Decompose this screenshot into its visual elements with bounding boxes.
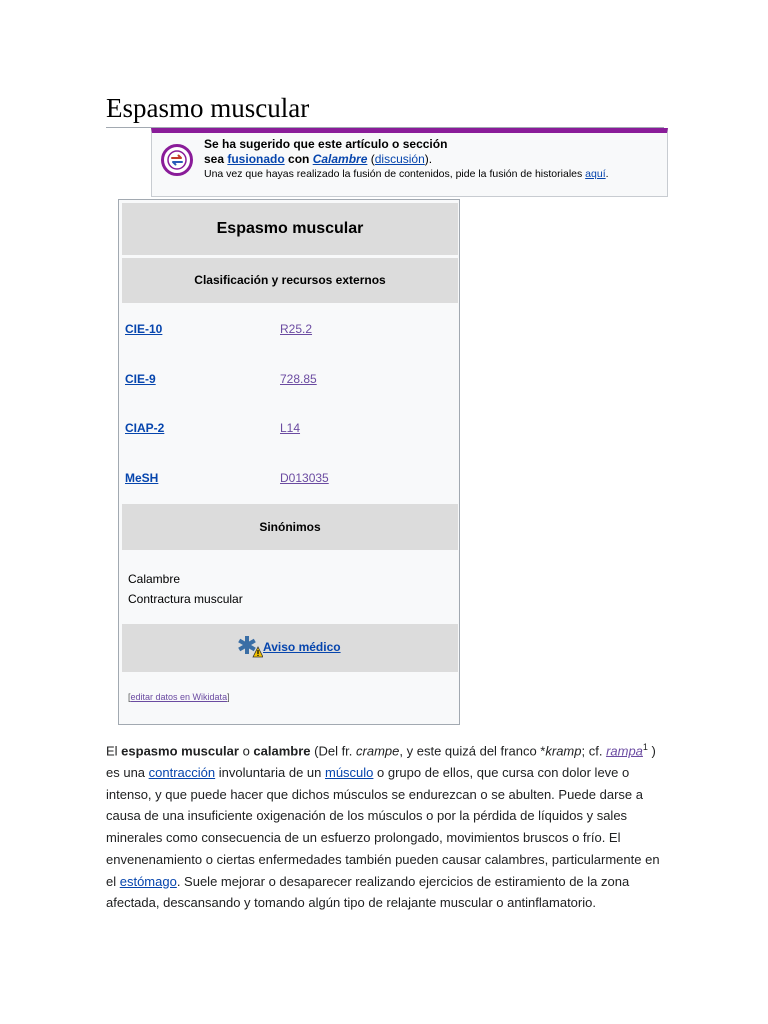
text-segment: ; cf. [581,743,607,759]
ciap2-label-link[interactable]: CIAP-2 [125,421,165,435]
infobox [118,199,460,725]
ciap2-value-link[interactable]: L14 [280,421,301,435]
merge-notice [151,128,668,197]
musculo-link[interactable]: músculo [325,765,374,781]
contraccion-link[interactable]: contracción [148,765,216,781]
paren-close: ). [424,152,433,166]
paren-open: ( [367,152,375,166]
merge-arrows-icon [161,144,193,176]
merge-link[interactable]: fusionado [227,152,285,166]
estomago-link[interactable]: estómago [119,873,177,889]
merge-notice-line1: Se ha sugerido que este artículo o sección [204,137,448,151]
infobox-row-cie10 [122,306,458,354]
text-segment: o grupo de ellos, que cursa con dolor leve o intenso, y que puede hacer que dichos músculos se endurezcan o se abulten. Puede darse a causa de una insuficiente oxigenación de los músculos o por la pérdida de líquidos y sales minerales como consecuencia de un esfuerzo prolongado, movimientos bruscos o frío. El envenenamiento o ciertas enfermedades también pueden causar calambres, particularmente en el [106,765,660,889]
synonym-item: Calambre [128,572,181,586]
edit-wikidata-link[interactable]: editar datos en Wikidata [130,692,228,702]
merge-history-text: Una vez que hayas realizado la fusión de contenidos, pide la fusión de historiales [204,168,586,180]
mesh-value-link[interactable]: D013035 [280,471,329,485]
text-segment: , y este quizá del franco * [399,743,546,759]
classification-header: Clasificación y recursos externos [122,258,458,303]
footnote-ref[interactable]: 1 [642,742,648,752]
word-kramp: kramp [545,743,582,759]
word-crampe: crampe [356,743,400,759]
wikidata-bracket-open: [ [128,692,131,702]
here-link[interactable]: aquí [585,168,606,180]
cie10-value-link[interactable]: R25.2 [280,322,313,336]
infobox-row-mesh [122,456,458,502]
rampa-link[interactable]: rampa [606,743,643,759]
discussion-link[interactable]: discusión [374,152,425,166]
merge-notice-prefix: sea [204,152,228,166]
synonym-item: Contractura muscular [128,592,243,606]
merge-history-suffix: . [605,168,609,180]
term-espasmo: espasmo muscular [121,743,239,759]
text-segment: El [106,743,122,759]
infobox-title: Espasmo muscular [122,203,458,255]
infobox-row-ciap2 [122,406,458,454]
wikidata-bracket-close: ] [227,692,230,702]
cie9-label-link[interactable]: CIE-9 [125,372,156,386]
synonyms-cell [122,552,458,622]
text-segment: (Del fr. [310,743,357,759]
term-calambre: calambre [253,743,311,759]
article-paragraph [106,737,664,914]
text-segment: o [238,743,254,759]
text-segment: . Suele mejorar o desaparecer realizando ejercicios de estiramiento de la zona afectada, descansando y tomando algún tipo de relajante muscular o antinflamatorio. [106,873,630,911]
synonyms-header: Sinónimos [122,504,458,550]
medical-notice-row [122,624,458,672]
page-title: Espasmo muscular [106,90,664,128]
text-segment: ) es una [106,743,656,781]
cie9-value-link[interactable]: 728.85 [280,372,317,386]
wikidata-cell [122,674,458,722]
medical-notice-link[interactable]: Aviso médico [263,640,341,654]
calambre-link[interactable]: Calambre [312,152,368,166]
infobox-row-cie9 [122,356,458,404]
text-segment: involuntaria de un [215,765,325,781]
mesh-label-link[interactable]: MeSH [125,471,159,485]
star-of-life-warning-icon [237,635,263,659]
cie10-label-link[interactable]: CIE-10 [125,322,163,336]
merge-with-text: con [284,152,313,166]
